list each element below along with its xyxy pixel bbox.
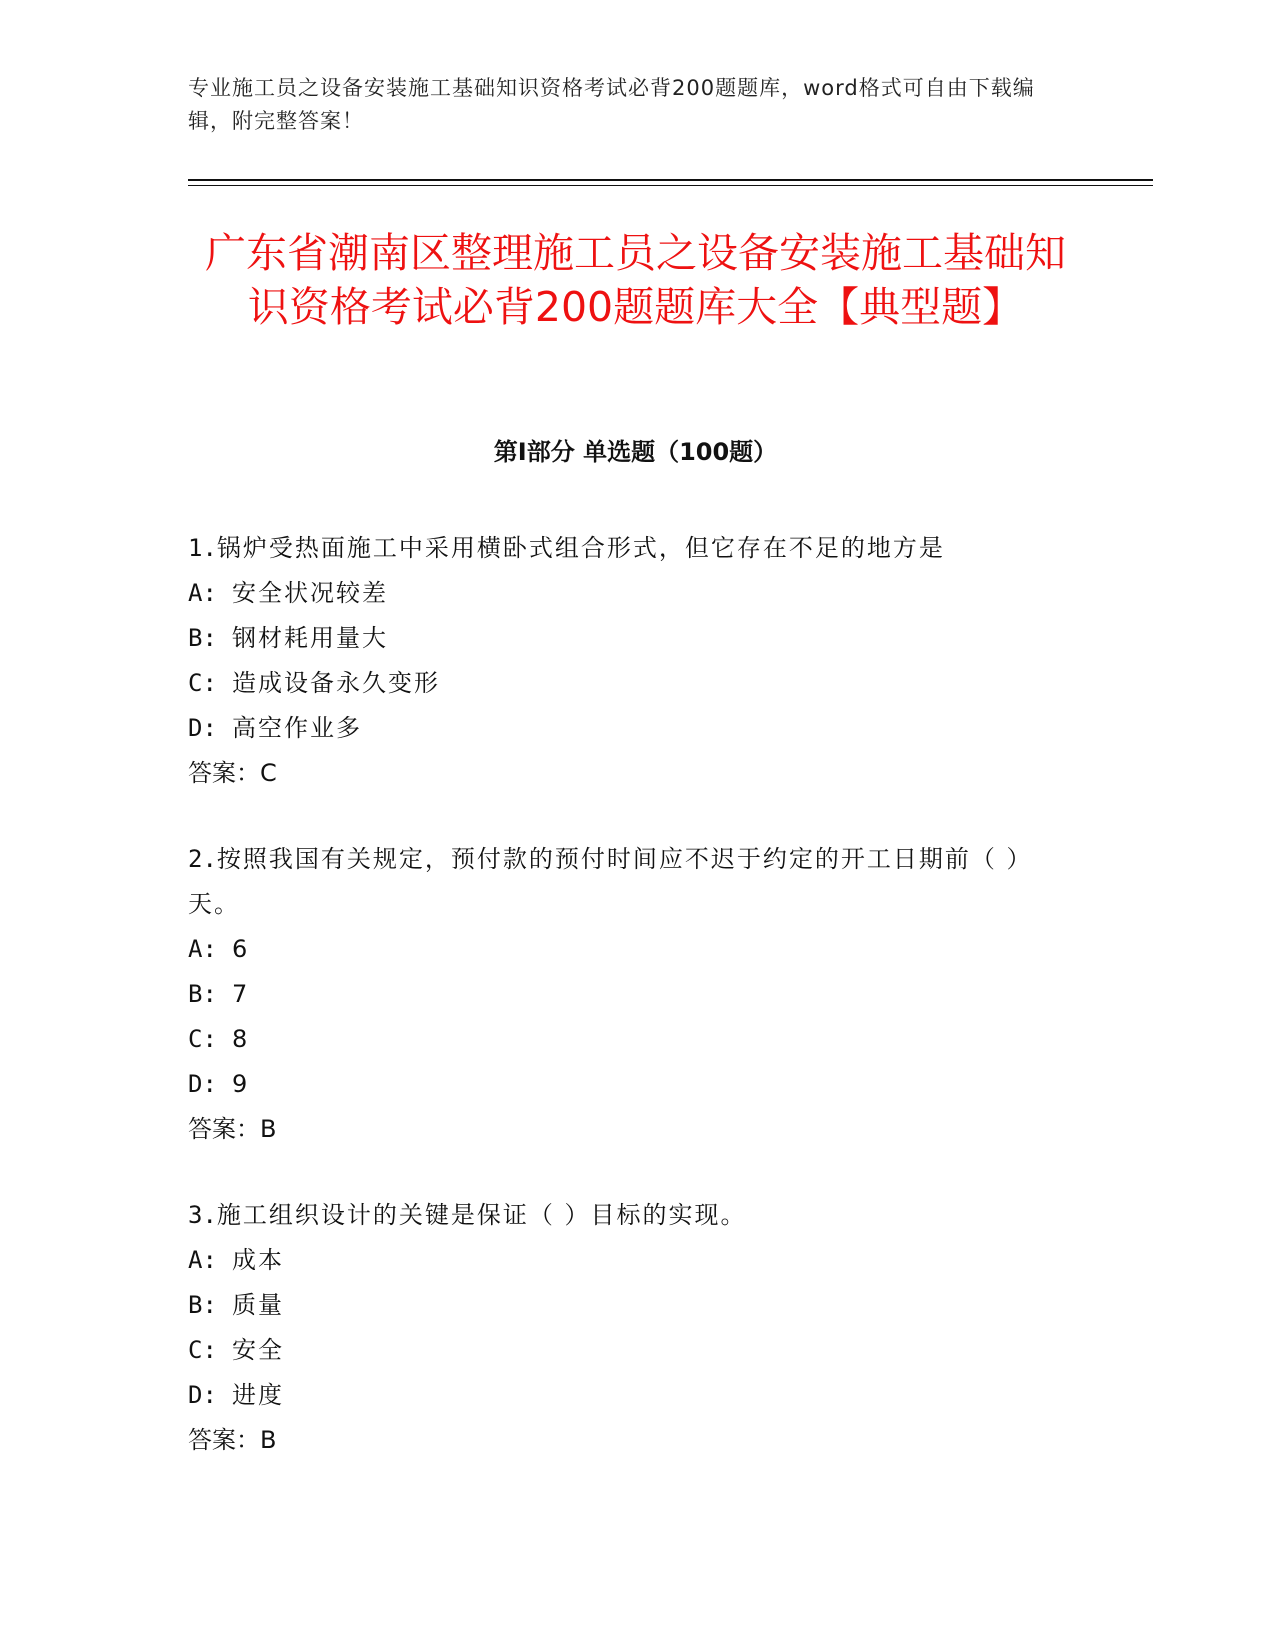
option-text: 7 [232, 980, 250, 1008]
question-list [188, 526, 1068, 1504]
question-number: 1. [188, 534, 217, 562]
question-2 [188, 837, 1068, 1152]
option-b [188, 616, 1068, 661]
option-text: 进度 [232, 1381, 284, 1409]
option-c [188, 1328, 1068, 1373]
option-d [188, 706, 1068, 751]
option-text: 高空作业多 [232, 714, 362, 742]
option-key: D: [188, 1381, 217, 1409]
question-text: 施工组织设计的关键是保证（ ）目标的实现。 [216, 1201, 747, 1229]
option-key: C: [188, 1025, 217, 1053]
answer-line [188, 1107, 1068, 1152]
answer-label: 答案： [188, 1115, 260, 1143]
option-c [188, 1017, 1068, 1062]
option-key: A: [188, 1246, 217, 1274]
option-a [188, 927, 1068, 972]
document-title: 广东省潮南区整理施工员之设备安装施工基础知识资格考试必背200题题库大全【典型题】 [205, 229, 1066, 331]
question-text: 锅炉受热面施工中采用横卧式组合形式，但它存在不足的地方是 [216, 534, 945, 562]
question-stem [188, 526, 1068, 571]
answer-value: C [260, 759, 277, 787]
option-b [188, 972, 1068, 1017]
option-a [188, 1238, 1068, 1283]
question-stem [188, 837, 1068, 927]
question-text: 按照我国有关规定，预付款的预付时间应不迟于约定的开工日期前（ ）天。 [188, 845, 1033, 918]
option-b [188, 1283, 1068, 1328]
answer-value: B [260, 1426, 277, 1454]
option-text: 安全 [232, 1336, 284, 1364]
option-text: 9 [232, 1070, 250, 1098]
answer-label: 答案： [188, 759, 260, 787]
answer-label: 答案： [188, 1426, 260, 1454]
header-note: 专业施工员之设备安装施工基础知识资格考试必背200题题库，word格式可自由下载编辑，附完整答案！ [188, 76, 1035, 133]
option-text: 成本 [232, 1246, 284, 1274]
option-key: C: [188, 669, 217, 697]
section-title: 第Ⅰ部分 单选题（100题） [493, 438, 778, 466]
option-key: D: [188, 1070, 217, 1098]
option-text: 8 [232, 1025, 250, 1053]
question-1 [188, 526, 1068, 796]
option-text: 安全状况较差 [232, 579, 388, 607]
question-number: 2. [188, 845, 217, 873]
option-key: A: [188, 579, 217, 607]
option-d [188, 1373, 1068, 1418]
option-c [188, 661, 1068, 706]
option-a [188, 571, 1068, 616]
option-text: 钢材耗用量大 [232, 624, 388, 652]
question-stem [188, 1193, 1068, 1238]
header-divider-thin [188, 185, 1153, 186]
option-key: C: [188, 1336, 217, 1364]
option-text: 6 [232, 935, 250, 963]
option-key: A: [188, 935, 217, 963]
option-key: B: [188, 980, 217, 1008]
option-text: 质量 [232, 1291, 284, 1319]
option-d [188, 1062, 1068, 1107]
option-key: D: [188, 714, 217, 742]
option-key: B: [188, 624, 217, 652]
question-3 [188, 1193, 1068, 1463]
option-text: 造成设备永久变形 [232, 669, 440, 697]
answer-line [188, 751, 1068, 796]
header-divider-thick [188, 179, 1153, 181]
question-number: 3. [188, 1201, 217, 1229]
option-key: B: [188, 1291, 217, 1319]
answer-value: B [260, 1115, 277, 1143]
answer-line [188, 1418, 1068, 1463]
